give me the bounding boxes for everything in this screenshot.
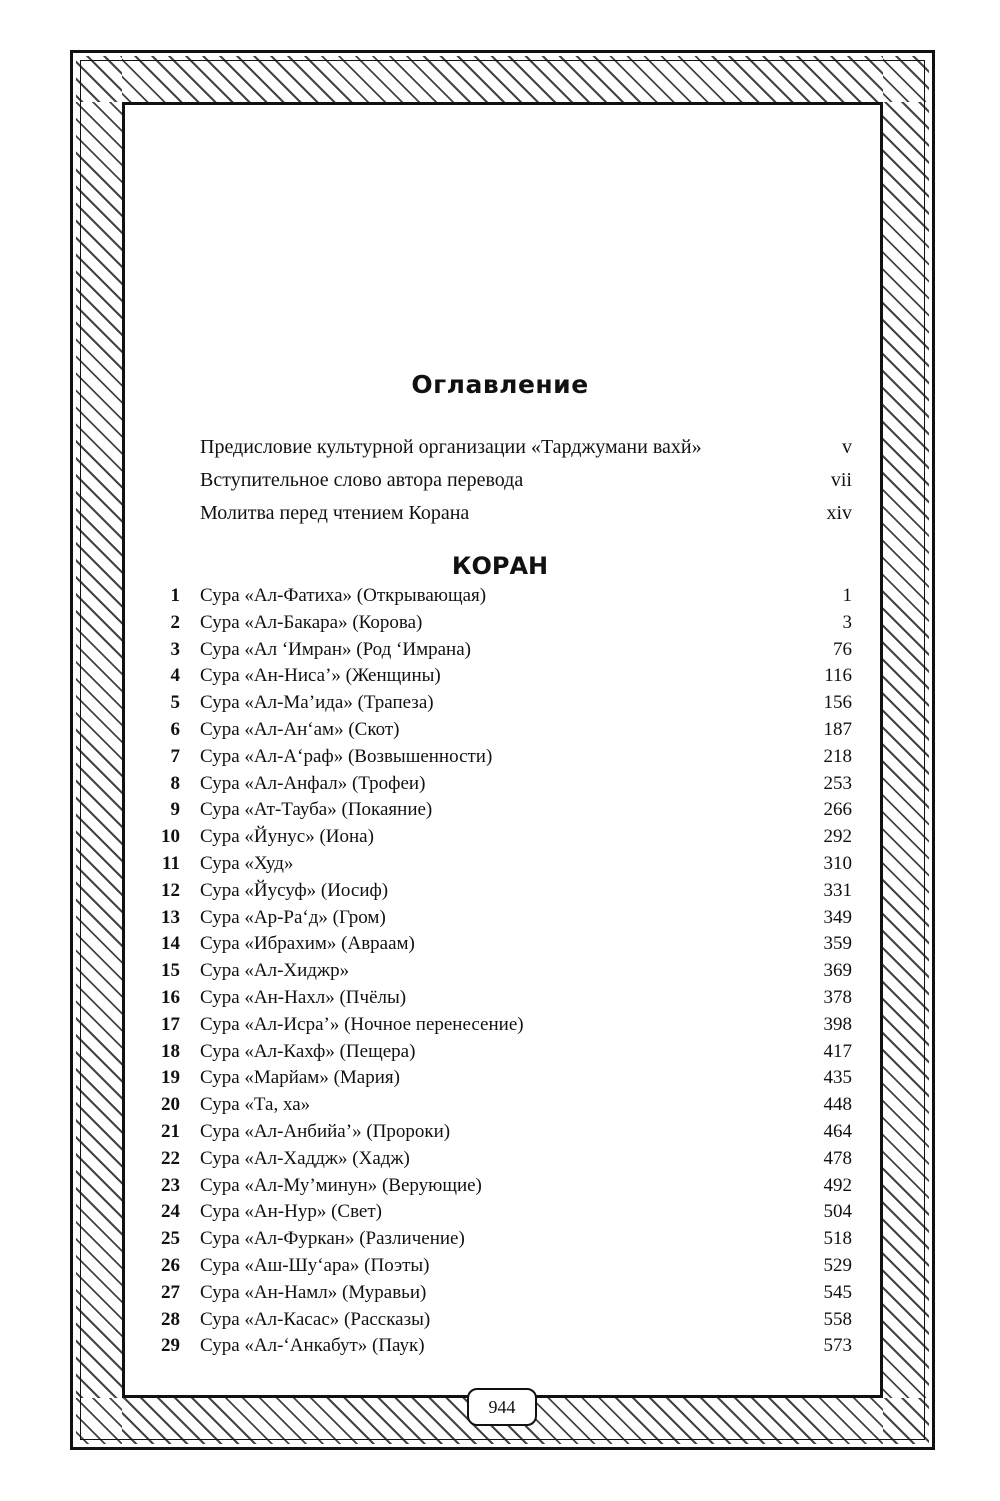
sura-row (148, 585, 852, 612)
sura-number: 26 (161, 1254, 180, 1276)
sura-page: 504 (823, 1201, 852, 1223)
sura-number: 1 (170, 585, 180, 606)
sura-title: Сура «Марйам» (Мария) (200, 1067, 400, 1089)
sura-page: 417 (823, 1040, 852, 1062)
sura-row (148, 1121, 852, 1148)
sura-title: Сура «Та, ха» (200, 1094, 311, 1116)
sura-number: 3 (170, 638, 180, 660)
sura-page: 331 (823, 879, 852, 901)
sura-page: 349 (823, 906, 852, 928)
sura-title: Сура «Ал-Фуркан» (Различение) (200, 1228, 465, 1250)
sura-row (148, 1041, 852, 1068)
sura-title: Сура «Ал-А‘раф» (Возвышенности) (200, 745, 493, 767)
sura-number: 25 (161, 1228, 180, 1250)
sura-number: 23 (161, 1174, 180, 1196)
sura-row (148, 960, 852, 987)
sura-title: Сура «Ал-Му’минун» (Верующие) (200, 1174, 482, 1196)
sura-title: Сура «Йунус» (Иона) (200, 826, 374, 848)
page-title: Оглавление (411, 370, 589, 399)
sura-page: 187 (823, 718, 852, 740)
sura-page: 448 (823, 1094, 852, 1116)
sura-page: 76 (833, 638, 852, 660)
sura-page: 478 (823, 1147, 852, 1169)
sura-number: 9 (170, 799, 180, 821)
sura-page: 266 (823, 799, 852, 821)
intro-item-title: Вступительное слово автора перевода (200, 469, 524, 491)
sura-number: 15 (161, 960, 180, 982)
sura-row (148, 612, 852, 639)
sura-title: Сура «Ар-Ра‘д» (Гром) (200, 906, 386, 928)
sura-number: 21 (161, 1120, 180, 1142)
sura-row (148, 1228, 852, 1255)
sura-number: 12 (161, 879, 180, 901)
sura-number: 4 (170, 665, 180, 687)
sura-number: 27 (161, 1281, 180, 1303)
sura-number: 29 (161, 1335, 180, 1357)
sura-number: 8 (170, 772, 180, 794)
sura-title: Сура «Ан-Намл» (Муравьи) (200, 1281, 427, 1303)
sura-row (148, 1255, 852, 1282)
sura-number: 7 (170, 745, 180, 767)
sura-title: Сура «Ал ‘Имран» (Род ‘Имрана) (200, 638, 471, 660)
sura-page: 156 (823, 692, 852, 714)
sura-number: 20 (161, 1094, 180, 1116)
intro-item (200, 469, 852, 502)
sura-row (148, 987, 852, 1014)
sura-title: Сура «Аш-Шу‘ара» (Поэты) (200, 1254, 430, 1276)
sura-page: 545 (823, 1281, 852, 1303)
sura-row (148, 826, 852, 853)
sura-page: 369 (823, 960, 852, 982)
sura-row (148, 1067, 852, 1094)
intro-item (200, 436, 852, 469)
sura-row (148, 1282, 852, 1309)
sura-page: 573 (823, 1335, 852, 1357)
sura-page: 435 (823, 1067, 852, 1089)
sura-page: 116 (824, 665, 852, 687)
sura-number: 19 (161, 1067, 180, 1089)
intro-item-page: xiv (826, 502, 852, 524)
sura-number: 10 (161, 826, 180, 848)
sura-page: 492 (823, 1174, 852, 1196)
sura-page: 558 (823, 1308, 852, 1330)
intro-list (200, 436, 852, 535)
sura-row (148, 880, 852, 907)
sura-page: 1 (842, 585, 852, 606)
sura-title: Сура «Ал-Фатиха» (Открывающая) (200, 585, 487, 606)
sura-number: 16 (161, 986, 180, 1008)
sura-title: Сура «Худ» (200, 852, 294, 874)
sura-number: 5 (170, 692, 180, 714)
sura-number: 18 (161, 1040, 180, 1062)
sura-row (148, 639, 852, 666)
sura-title: Сура «Ал-Исра’» (Ночное перенесение) (200, 1013, 524, 1035)
sura-number: 13 (161, 906, 180, 928)
sura-title: Сура «Ал-Хаддж» (Хадж) (200, 1147, 410, 1169)
sura-row (148, 1309, 852, 1336)
sura-row (148, 665, 852, 692)
sura-number: 17 (161, 1013, 180, 1035)
sura-row (148, 1335, 852, 1362)
sura-row (148, 1201, 852, 1228)
sura-title: Сура «Ан-Ниса’» (Женщины) (200, 665, 441, 687)
section-title: КОРАН (451, 552, 549, 580)
sura-page: 292 (823, 826, 852, 848)
intro-item-page: vii (830, 469, 852, 491)
sura-row (148, 799, 852, 826)
sura-title: Сура «Ал-Хиджр» (200, 960, 350, 982)
sura-page: 253 (823, 772, 852, 794)
sura-page: 378 (823, 986, 852, 1008)
sura-title: Сура «Ал-Анбийа’» (Пророки) (200, 1120, 451, 1142)
sura-row (148, 933, 852, 960)
sura-row (148, 719, 852, 746)
intro-item-title: Молитва перед чтением Корана (200, 502, 470, 524)
intro-item-title: Предисловие культурной организации «Тарджумани вахй» (200, 436, 702, 458)
sura-number: 11 (162, 852, 180, 874)
sura-row (148, 853, 852, 880)
sura-list (148, 585, 852, 1362)
sura-page: 518 (823, 1228, 852, 1250)
sura-page: 310 (823, 852, 852, 874)
sura-row (148, 746, 852, 773)
sura-row (148, 1094, 852, 1121)
sura-page: 398 (823, 1013, 852, 1035)
sura-title: Сура «Ал-‘Анкабут» (Паук) (200, 1335, 425, 1357)
sura-row (148, 1014, 852, 1041)
sura-number: 22 (161, 1147, 180, 1169)
sura-number: 2 (170, 611, 180, 633)
sura-title: Сура «Ибрахим» (Авраам) (200, 933, 415, 955)
sura-page: 464 (823, 1120, 852, 1142)
sura-page: 359 (823, 933, 852, 955)
sura-title: Сура «Ал-Ан‘ам» (Скот) (200, 718, 400, 740)
sura-row (148, 907, 852, 934)
sura-title: Сура «Йусуф» (Иосиф) (200, 879, 389, 901)
sura-title: Сура «Ан-Нур» (Свет) (200, 1201, 382, 1223)
intro-item-page: v (842, 436, 852, 458)
sura-title: Сура «Ал-Анфал» (Трофеи) (200, 772, 426, 794)
sura-title: Сура «Ат-Тауба» (Покаяние) (200, 799, 433, 821)
sura-row (148, 1175, 852, 1202)
sura-page: 218 (823, 745, 852, 767)
sura-number: 28 (161, 1308, 180, 1330)
sura-title: Сура «Ан-Нахл» (Пчёлы) (200, 986, 407, 1008)
sura-number: 6 (170, 718, 180, 740)
sura-number: 14 (161, 933, 180, 955)
sura-row (148, 773, 852, 800)
sura-title: Сура «Ал-Касас» (Рассказы) (200, 1308, 431, 1330)
intro-item (200, 502, 852, 535)
sura-page: 3 (842, 611, 852, 633)
sura-row (148, 1148, 852, 1175)
sura-page: 529 (823, 1254, 852, 1276)
sura-row (148, 692, 852, 719)
page-number: 944 (467, 1388, 537, 1426)
sura-number: 24 (161, 1201, 180, 1223)
sura-title: Сура «Ал-Бакара» (Корова) (200, 611, 423, 633)
sura-title: Сура «Ал-Кахф» (Пещера) (200, 1040, 416, 1062)
sura-title: Сура «Ал-Ма’ида» (Трапеза) (200, 692, 434, 714)
